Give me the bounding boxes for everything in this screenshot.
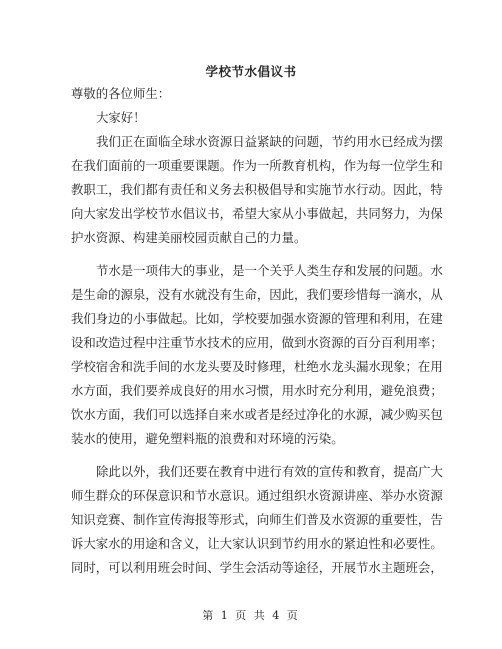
salutation: 尊敬的各位师生： bbox=[71, 86, 171, 101]
paragraph-line: 诉大家水的用途和含义，让大家认识到节约用水的紧迫性和必要性。 bbox=[71, 536, 443, 551]
paragraph-line: 知识竞赛、制作宣传海报等形式，向师生们普及水资源的重要性，告 bbox=[71, 512, 443, 527]
paragraph-line: 水方面，我们要养成良好的用水习惯，用水时充分利用，避免浪费； bbox=[71, 383, 443, 398]
paragraph-line: 除此以外，我们还要在教育中进行有效的宣传和教育，提高广大 bbox=[96, 464, 443, 479]
paragraph-line: 饮水方面，我们可以选择自来水或者是经过净化的水源，减少购买包 bbox=[71, 407, 443, 422]
paragraph-line: 向大家发出学校节水倡议书，希望大家从小事做起，共同努力，为保 bbox=[71, 206, 443, 221]
paragraph-line: 同时，可以利用班会时间、学生会活动等途径，开展节水主题班会， bbox=[71, 560, 443, 575]
paragraph-line: 学校宿舍和洗手间的水龙头要及时修理，杜绝水龙头漏水现象；在用 bbox=[71, 359, 443, 374]
paragraph-line: 护水资源、构建美丽校园贡献自己的力量。 bbox=[71, 230, 307, 245]
paragraph-line: 师生群众的环保意识和节水意识。通过组织水资源讲座、举办水资源 bbox=[71, 488, 443, 503]
greeting: 大家好！ bbox=[96, 110, 146, 125]
paragraph-line: 我们正在面临全球水资源日益紧缺的问题，节约用水已经成为摆 bbox=[96, 134, 443, 149]
paragraph-line: 是生命的源泉，没有水就没有生命，因此，我们要珍惜每一滴水，从 bbox=[71, 287, 443, 302]
document-title: 学校节水倡议书 bbox=[205, 64, 297, 79]
paragraph-line: 节水是一项伟大的事业，是一个关乎人类生存和发展的问题。水 bbox=[96, 263, 443, 278]
paragraph-line: 教职工，我们都有责任和义务去积极倡导和实施节水行动。因此，特 bbox=[71, 182, 443, 197]
page-footer: 第 1 页 共 4 页 bbox=[202, 609, 300, 622]
paragraph-line: 设和改造过程中注重节水技术的应用，做到水资源的百分百利用率； bbox=[71, 335, 443, 350]
paragraph-line: 我们身边的小事做起。比如，学校要加强水资源的管理和利用，在建 bbox=[71, 311, 443, 326]
paragraph-line: 装水的使用，避免塑料瓶的浪费和对环境的污染。 bbox=[71, 431, 344, 446]
paragraph-line: 在我们面前的一项重要课题。作为一所教育机构，作为每一位学生和 bbox=[71, 158, 443, 173]
